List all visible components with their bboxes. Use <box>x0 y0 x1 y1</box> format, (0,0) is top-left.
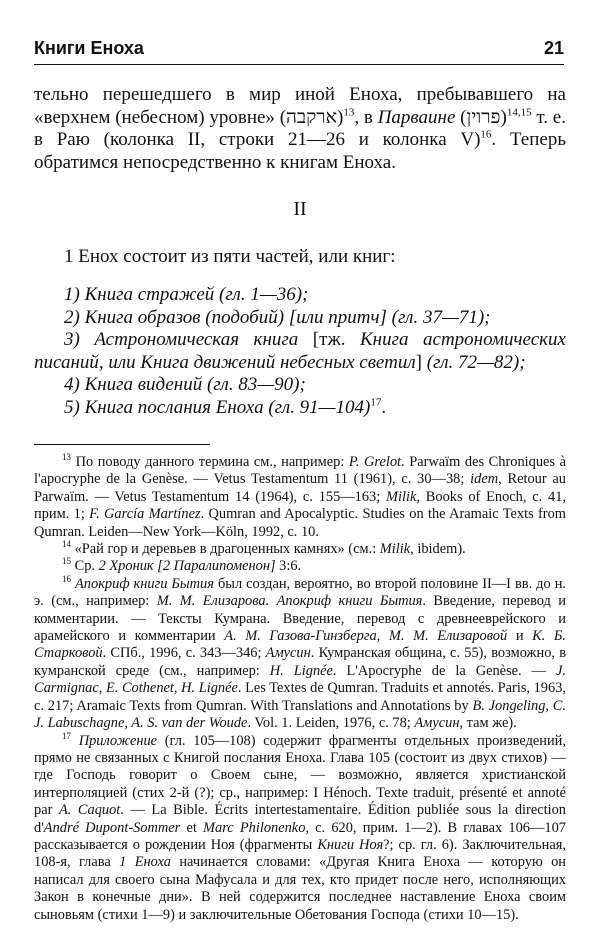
book-item-5 <box>34 397 566 420</box>
footnote-13-text: По поводу данного термина см., например: <box>71 454 349 470</box>
footnote-16-author: М. М. Елизарова. Апокриф книги Бытия <box>156 593 423 610</box>
page-number: 21 <box>543 38 564 58</box>
footnote-number-13: 13 <box>62 452 71 463</box>
intro-text-5: ) <box>500 106 507 128</box>
footnote-17-text: (гл. 105—108) содержит фрагменты отдельных произведений, прямо не связанных с Книгой послания Еноха. Глава 105 (состоит из двух стихов) — где Господь говорит о Своем сыне, — возможно, является христианской интерполяцией (стих 2-й (?); ср., например: I Hénoch. Texte traduit, présenté et annoté par <box>34 732 566 819</box>
intro-paragraph <box>34 84 566 174</box>
footnote-17-author: Marc Philonenko <box>203 819 306 836</box>
footnote-17-source: Книги Ноя <box>317 836 384 853</box>
footnote-17-text: ?; ср. гл. 6). Заключительная, 108-я, глава <box>34 836 566 871</box>
footnote-17-text: , c. 620, прим. 1—2). В главах 106—107 рассказывается о рождении Ноя (фрагменты <box>34 819 566 853</box>
intro-text-6: т. е. в Раю (колонка II, строки 21—26 и колонка V) <box>34 106 566 150</box>
footnote-ref-14-15: 14,15 <box>506 106 532 119</box>
footnote-16-author: J. Carmignac, E. Cothenet, H. Lignée <box>34 662 566 697</box>
footnote-16-author: H. Lignée <box>269 662 333 679</box>
footnote-16-author: Амусин <box>265 645 311 662</box>
footnote-number-15: 15 <box>62 556 71 567</box>
footnote-17-text: начинается словами: «Другая Книга Еноха — которую он написал для своего сына Мафусала и для тех, кто придет после него, исполняющих Закон в конечные дни». В ней содержится последнее наставление Еноха своим сыновьям (стихи 1—9) и заключительные Обетования Господа (стихи 10—15). <box>34 854 566 923</box>
book-item-4: 4) Книга видений (гл. 83—90); <box>64 374 306 395</box>
footnote-17 <box>34 730 566 924</box>
footnote-number-17: 17 <box>62 730 71 741</box>
intro-text-4: ( <box>455 106 467 128</box>
intro-text-7: . Теперь обратимся непосредственно к книгам Еноха. <box>34 129 566 173</box>
footnote-13-author: P. Grelot <box>348 454 402 470</box>
footnote-13-author: idem <box>470 471 499 488</box>
footnote-16-author: А. М. Газова-Гинзберга, М. М. Елизаровой <box>224 628 508 645</box>
footnote-16-text: . СПб., 1996, с. 343—346; <box>102 645 266 662</box>
footnote-16-text: . Les Textes de Qumran. Traduits et annotés. Paris, 1963, c. 217; Aramaic Texts from Qumran. With Translations and Annotations by <box>34 680 566 714</box>
book-item-5-text: 5) Книга послания Еноха (гл. 91—104) <box>64 396 371 418</box>
footnote-15 <box>34 558 566 575</box>
book-item-3 <box>34 329 566 374</box>
footnote-16 <box>34 576 566 733</box>
section-heading: II <box>293 198 307 220</box>
footnote-13-text: , Retour au Parwaïm. — Vetus Testamentum 14 (1964), c. 155—163; <box>34 471 567 505</box>
footnote-13-author: F. García Martínez <box>89 506 201 523</box>
book-item-2: 2) Книга образов (подобий) [или притч] (гл. 37—71); <box>64 306 491 328</box>
footnote-16-text: и <box>507 628 533 645</box>
book-item-3-chapters: (гл. 72—82); <box>426 351 526 373</box>
footnote-15-source: 2 Хроник [2 Паралипоменон] <box>98 558 276 575</box>
footnote-17-title: Приложение <box>78 732 158 749</box>
footnote-separator <box>34 444 210 445</box>
footnote-16-text: . Vol. 1. Leiden, 1976, c. 78; <box>247 715 415 732</box>
footnote-ref-16: 16 <box>480 128 492 141</box>
footnote-16-text: . L'Apocryphe de la Genèse. — <box>332 662 556 679</box>
footnotes <box>34 454 566 924</box>
footnote-number-14: 14 <box>62 539 71 550</box>
footnote-16-text: . Кумранская община, с. 55), возможно, в кумранской среде (см., например: <box>34 645 566 679</box>
book-item-3-alt-title: Книга астрономических писаний, или Книга движений небесных светил <box>34 329 566 373</box>
footnote-ref-13: 13 <box>343 106 355 119</box>
footnote-13-text: , Books of Enoch, c. 41, прим. 1; <box>34 488 566 523</box>
footnote-14 <box>34 541 566 558</box>
footnote-number-16: 16 <box>62 574 71 585</box>
footnote-15-text: Ср. <box>71 558 99 575</box>
main-text <box>34 84 566 419</box>
hebrew-term-1: ארקבה <box>286 106 338 128</box>
footnote-16-author: К. Б. Старковой <box>34 628 566 662</box>
footnote-17-source: 1 Еноха <box>119 854 171 871</box>
book-item-1: 1) Книга стражей (гл. 1—36); <box>64 284 309 305</box>
running-header <box>34 38 564 65</box>
footnote-17-text: . — La Bible. Écrits intertestamentaire. Édition publiée sous la direction d' <box>34 802 566 836</box>
footnote-17-text: et <box>180 819 204 836</box>
footnote-14-author: Milik <box>379 541 411 558</box>
footnote-16-author: B. Jongeling, C. J. Labuschagne, A. S. van der Woude <box>34 697 566 732</box>
book-item-5-tail: . <box>381 396 387 418</box>
footnote-14-text: «Рай гор и деревьев в драгоценных камнях» (см.: <box>71 541 380 558</box>
intro-text-3: , в <box>354 106 378 128</box>
footnote-16-author: Амусин <box>414 715 460 732</box>
footnote-16-text: был создан, вероятно, во второй половине II—I вв. до н. э. (см., например: <box>34 575 566 610</box>
running-title: Книги Еноха <box>34 38 144 58</box>
book-item-3-title: 3) Астрономическая книга <box>64 329 299 350</box>
footnote-16-title: Апокриф книги Бытия <box>75 575 214 592</box>
parvaim-term: Парваине <box>377 106 456 128</box>
book-item-3-bracket-close: ] <box>415 351 427 373</box>
intro-text-1: тельно перешедшего в мир иной Еноха, пребывавшего на «верхнем (небесном) уровне» ( <box>34 84 566 128</box>
footnote-17-author: A. Caquot <box>58 802 121 819</box>
book-item-3-bracket-open: [тж. <box>298 329 361 350</box>
intro-text-2: ) <box>337 106 344 128</box>
footnote-16-text: , там же). <box>459 715 517 732</box>
footnote-13-text: . Parwaïm des Chroniques à l'apocryphe de la Genèse. — Vetus Testamentum 11 (1961), c. 30—38; <box>34 454 566 488</box>
lead-sentence: 1 Енох состоит из пяти частей, или книг: <box>64 245 396 267</box>
footnote-13-text: . Qumran and Apocalyptic. Studies on the Aramaic Texts from Qumran. Leiden—New York—Köln, 1992, c. 10. <box>34 506 566 540</box>
footnote-14-text: , ibidem). <box>410 541 466 558</box>
footnote-16-text: . Введение, перевод и комментарии. — Тексты Кумрана. Введение, перевод с древнееврейского и арамейского и комментарии <box>34 593 567 645</box>
footnote-13 <box>34 454 566 541</box>
hebrew-term-2: פרוין <box>466 106 501 128</box>
footnote-13-author: Milik <box>386 488 417 505</box>
footnote-ref-17: 17 <box>370 396 382 409</box>
footnote-15-text: 3:6. <box>275 558 302 575</box>
footnote-17-author: André Dupont-Sommer <box>43 819 181 836</box>
